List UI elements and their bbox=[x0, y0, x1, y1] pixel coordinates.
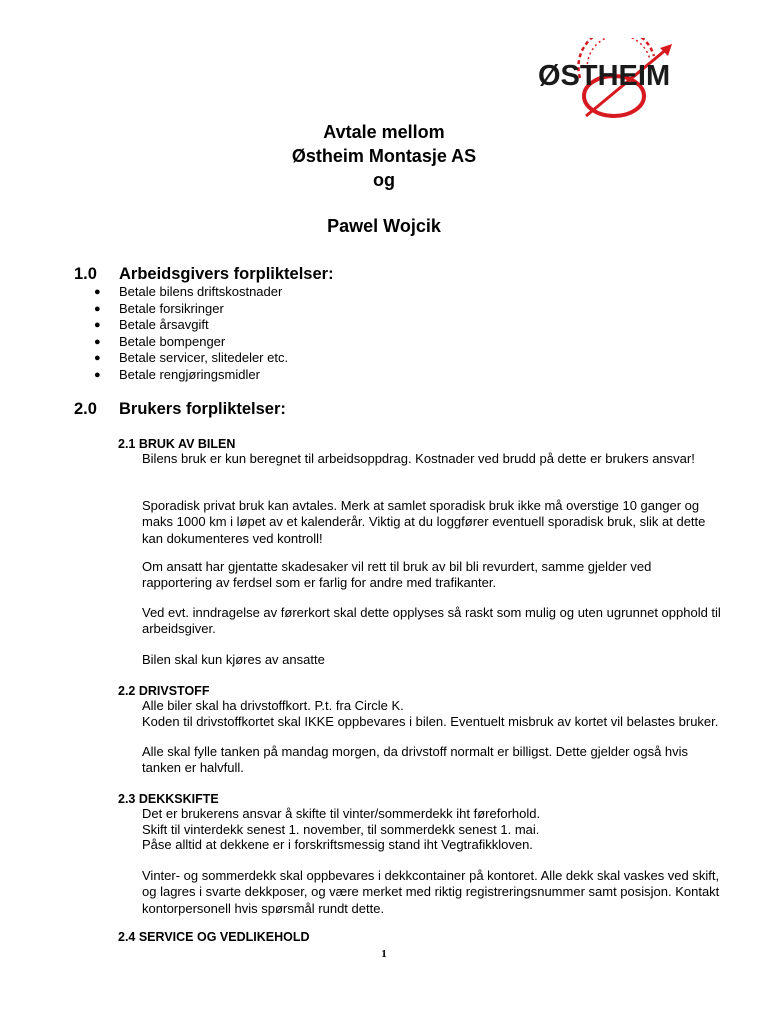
section-1-title: Arbeidsgivers forpliktelser: bbox=[119, 265, 334, 283]
bullet-icon: ● bbox=[94, 286, 101, 298]
section-2-heading bbox=[74, 399, 286, 419]
title-employee-name: Pawel Wojcik bbox=[327, 216, 441, 236]
section-1-bullet-list bbox=[94, 284, 288, 383]
paragraph: Alle skal fylle tanken på mandag morgen, da drivstoff normalt er billigst. Dette gjelder også hvis tanken er halvfull. bbox=[142, 744, 689, 776]
paragraph: Bilens bruk er kun beregnet til arbeidsoppdrag. Kostnader ved brudd på dette er brukers ansvar! bbox=[142, 451, 695, 466]
subsection-2-4-heading: 2.4 SERVICE OG VEDLIKEHOLD bbox=[118, 930, 310, 944]
ostheim-logo-graphic bbox=[532, 38, 698, 120]
paragraph: Alle biler skal ha drivstoffkort. P.t. fra Circle K. bbox=[142, 698, 404, 713]
title-line-1: Avtale mellom bbox=[323, 122, 445, 142]
bullet-icon: ● bbox=[94, 319, 101, 331]
list-item: ● Betale forsikringer bbox=[94, 300, 224, 316]
paragraph: Sporadisk privat bruk kan avtales. Merk at samlet sporadisk bruk ikke må overstige 10 ganger og maks 1000 km i løpet av et kalenderår. Viktig at du loggfører eventuell sporadisk bruk, slik at dette kan dokumenteres ved kontroll! bbox=[142, 498, 706, 546]
subsection-2-1-heading: 2.1 BRUK AV BILEN bbox=[118, 437, 236, 451]
paragraph: Påse alltid at dekkene er i forskriftsmessig stand iht Vegtrafikkloven. bbox=[142, 837, 533, 852]
logo-text: ØSTHEIM bbox=[538, 60, 671, 92]
paragraph: Skift til vinterdekk senest 1. november, til sommerdekk senest 1. mai. bbox=[142, 822, 540, 837]
bullet-icon: ● bbox=[94, 368, 101, 381]
subsection-2-3-heading: 2.3 DEKKSKIFTE bbox=[118, 792, 219, 806]
list-item: ● Betale årsavgift bbox=[94, 317, 209, 332]
bullet-icon: ● bbox=[94, 335, 101, 348]
paragraph: Vinter- og sommerdekk skal oppbevares i dekkcontainer på kontoret. Alle dekk skal vaskes ved skift, og lagres i svarte dekkposer, og være merket med riktig registreringsnummer samt posisjon. Kontakt kontorpersonell hvis spørsmål rundt dette. bbox=[142, 868, 720, 916]
page-number: 1 bbox=[381, 948, 387, 960]
subsection-2-2-heading: 2.2 DRIVSTOFF bbox=[118, 684, 210, 698]
list-item: ● Betale bompenger bbox=[94, 333, 226, 349]
list-item: ● Betale rengjøringsmidler bbox=[94, 366, 260, 382]
paragraph: Det er brukerens ansvar å skifte til vinter/sommerdekk iht føreforhold. bbox=[142, 806, 541, 821]
paragraph: Ved evt. inndragelse av førerkort skal dette opplyses så raskt som mulig og uten ugrunnet opphold til arbeidsgiver. bbox=[142, 605, 721, 637]
section-1-number: 1.0 bbox=[74, 265, 97, 283]
paragraph: Bilen skal kun kjøres av ansatte bbox=[142, 652, 325, 667]
section-2-title: Brukers forpliktelser: bbox=[119, 400, 286, 418]
list-item: ● Betale servicer, slitedeler etc. bbox=[94, 350, 289, 365]
company-logo bbox=[532, 38, 698, 120]
bullet-icon: ● bbox=[94, 302, 101, 315]
document-title bbox=[0, 120, 768, 238]
list-item: ● Betale bilens driftskostnader bbox=[94, 284, 283, 299]
paragraph: Om ansatt har gjentatte skadesaker vil rett til bruk av bil bli revurdert, samme gjelder ved rapportering av ferdsel som er farlig for andre med trafikanter. bbox=[142, 559, 652, 591]
bullet-icon: ● bbox=[94, 352, 101, 364]
title-line-2: Østheim Montasje AS bbox=[291, 146, 477, 166]
paragraph: Koden til drivstoffkortet skal IKKE oppbevares i bilen. Eventuelt misbruk av kortet vil belastes bruker. bbox=[142, 714, 719, 729]
title-line-3: og bbox=[373, 170, 395, 190]
section-1-heading bbox=[74, 264, 334, 284]
section-2-number: 2.0 bbox=[74, 400, 97, 418]
